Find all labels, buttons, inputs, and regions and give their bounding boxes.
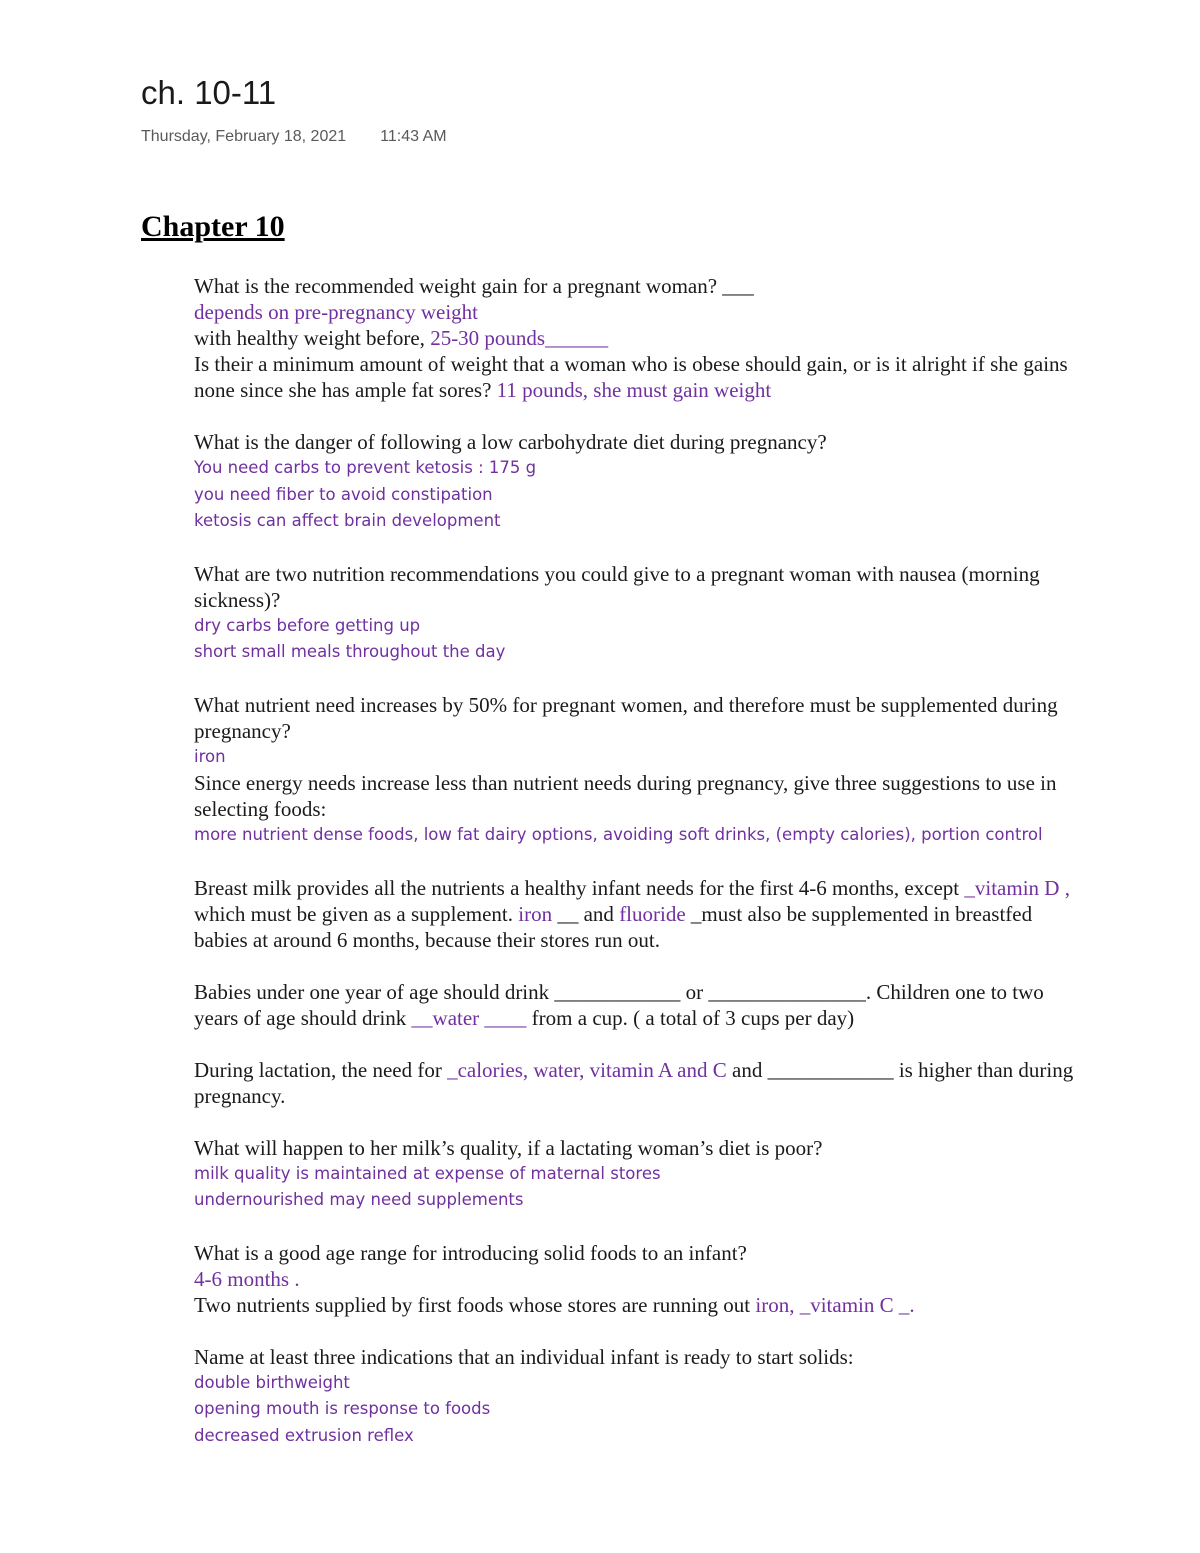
section-nausea: [194, 561, 1074, 666]
section-weight-gain: [194, 273, 1074, 403]
answer: dry carbs before getting up: [194, 615, 421, 635]
question: What is the danger of following a low carbohydrate diet during pregnancy?: [194, 430, 827, 454]
question: Since energy needs increase less than nutrient needs during pregnancy, give three suggestions to use in selecting foods:: [194, 771, 1057, 821]
answer-text: with healthy weight before,: [194, 326, 431, 350]
answer: double birthweight: [194, 1372, 350, 1392]
question: What is the recommended weight gain for a pregnant woman? ___: [194, 274, 754, 298]
question: What is a good age range for introducing solid foods to an infant?: [194, 1240, 747, 1265]
answer-highlight: 11 pounds, she must gain weight: [496, 378, 772, 402]
statement-text: Two nutrients supplied by first foods whose stores are running out: [194, 1292, 756, 1317]
question: What are two nutrition recommendations you could give to a pregnant woman with nausea (morning sickness)?: [194, 561, 1040, 612]
answer: short small meals throughout the day: [194, 642, 506, 661]
statement-text: from a cup. ( a total of 3 cups per day): [526, 1005, 855, 1030]
statement-text: During lactation, the need for: [194, 1057, 448, 1082]
answer: iron: [194, 746, 226, 766]
note-body: [194, 273, 1074, 1449]
answer-highlight: fluoride: [619, 901, 686, 926]
statement-text: Babies under one year of age should drink ____________ or _______________. Children one to two years of age should drink: [194, 979, 1044, 1030]
answer-highlight: _vitamin D ,: [964, 875, 1070, 900]
answer: you need fiber to avoid constipation: [194, 484, 493, 504]
section-low-carb: [194, 429, 1074, 535]
fill-in-statement: [194, 875, 1074, 953]
blank: ______: [545, 326, 609, 350]
chapter-heading: Chapter 10: [141, 210, 285, 243]
fill-in-statement: [194, 1292, 1074, 1318]
answer: ketosis can affect brain development: [194, 511, 501, 530]
section-readiness: [194, 1344, 1074, 1450]
note-date: Thursday, February 18, 2021: [141, 128, 347, 145]
statement-text: Breast milk provides all the nutrients a healthy infant needs for the first 4-6 months, except: [194, 875, 965, 900]
answer: 4-6 months .: [194, 1266, 300, 1291]
question: Name at least three indications that an individual infant is ready to start solids:: [194, 1344, 854, 1369]
fill-in-statement: [194, 1057, 1074, 1109]
statement-text: _must also be supplemented in breastfed babies at around 6 months, because their stores run out.: [194, 901, 1033, 952]
answer: undernourished may need supplements: [194, 1190, 524, 1209]
question: What nutrient need increases by 50% for pregnant women, and therefore must be supplemented during pregnancy?: [194, 692, 1058, 743]
section-solid-foods: [194, 1240, 1074, 1318]
answer-highlight: iron: [518, 901, 553, 926]
answer: You need carbs to prevent ketosis : 175 g: [194, 458, 537, 477]
answer: opening mouth is response to foods: [194, 1399, 491, 1418]
note-time: 11:43 AM: [380, 128, 447, 145]
answer-highlight: _calories, water, vitamin A and C: [447, 1057, 727, 1082]
answer: milk quality is maintained at expense of maternal stores: [194, 1163, 661, 1183]
question-text: Is their a minimum amount of weight that a woman who is obese should gain, or is it alright if she gains none since she has ample fat sores?: [194, 352, 1068, 402]
answer: decreased extrusion reflex: [194, 1425, 414, 1445]
fill-in-statement: [194, 979, 1074, 1031]
question: [194, 351, 1074, 403]
section-nutrient-needs: [194, 692, 1074, 849]
answer-highlight: iron, _vitamin C _.: [755, 1292, 915, 1317]
statement-text: __ and: [552, 901, 620, 926]
answer-highlight: 25-30 pounds: [430, 326, 546, 350]
statement-text: which must be given as a supplement.: [194, 901, 519, 926]
answer: depends on pre-pregnancy weight: [194, 300, 478, 324]
section-infant-drinks: [194, 979, 1074, 1031]
section-lactation-needs: [194, 1057, 1074, 1109]
answer-highlight: __water ____: [411, 1005, 527, 1030]
statement-text: and ____________ is higher than during pregnancy.: [194, 1057, 1074, 1108]
section-milk-quality: [194, 1135, 1074, 1214]
section-breast-milk: [194, 875, 1074, 953]
question: What will happen to her milk’s quality, if a lactating woman’s diet is poor?: [194, 1135, 823, 1160]
answer: more nutrient dense foods, low fat dairy options, avoiding soft drinks, (empty calories), portion control: [194, 825, 1043, 844]
page-title: ch. 10-11: [141, 74, 277, 111]
answer-line: [194, 325, 1074, 351]
note-timestamp: [141, 128, 447, 146]
